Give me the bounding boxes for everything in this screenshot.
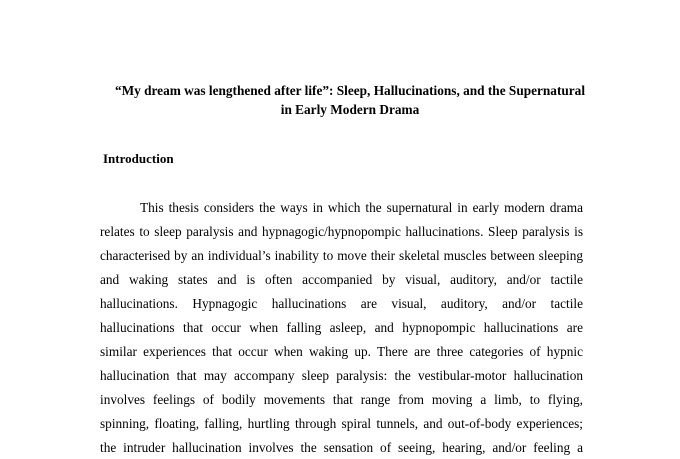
paragraph-line-2: relates to sleep paralysis and hypnagogic/hypnopompic hallucinations. Sleep paralysis is bbox=[100, 224, 583, 239]
paragraph-line-8: hallucination that may accompany sleep paralysis: the vestibular-motor hallucination bbox=[100, 368, 583, 383]
document-title-line-2: in Early Modern Drama bbox=[280, 102, 420, 117]
paragraph-line-4: and waking states and is often accompanied by visual, auditory, and/or tactile bbox=[100, 272, 583, 287]
paragraph-line-6: hallucinations that occur when falling asleep, and hypnopompic hallucinations are bbox=[100, 320, 583, 335]
section-heading: Introduction bbox=[103, 151, 174, 166]
paragraph-line-7: similar experiences that occur when waking up. There are three categories of hypnic bbox=[100, 344, 583, 359]
document-title-line-1: “My dream was lengthened after life”: Sleep, Hallucinations, and the Supernatural bbox=[114, 83, 586, 98]
paragraph-line-9: involves feelings of bodily movements that range from moving a limb, to flying, bbox=[100, 392, 583, 407]
paragraph-line-10: spinning, floating, falling, hurtling through spiral tunnels, and out-of-body experiences; bbox=[100, 416, 583, 431]
paragraph-line-1: This thesis considers the ways in which the supernatural in early modern drama bbox=[140, 200, 583, 215]
paragraph-line-3: characterised by an individual’s inability to move their skeletal muscles between sleeping bbox=[100, 248, 583, 263]
paragraph-line-11: the intruder hallucination involves the sensation of seeing, hearing, and/or feeling a bbox=[100, 440, 583, 455]
paragraph-line-5: hallucinations. Hypnagogic hallucinations are visual, auditory, and/or tactile bbox=[100, 296, 583, 311]
